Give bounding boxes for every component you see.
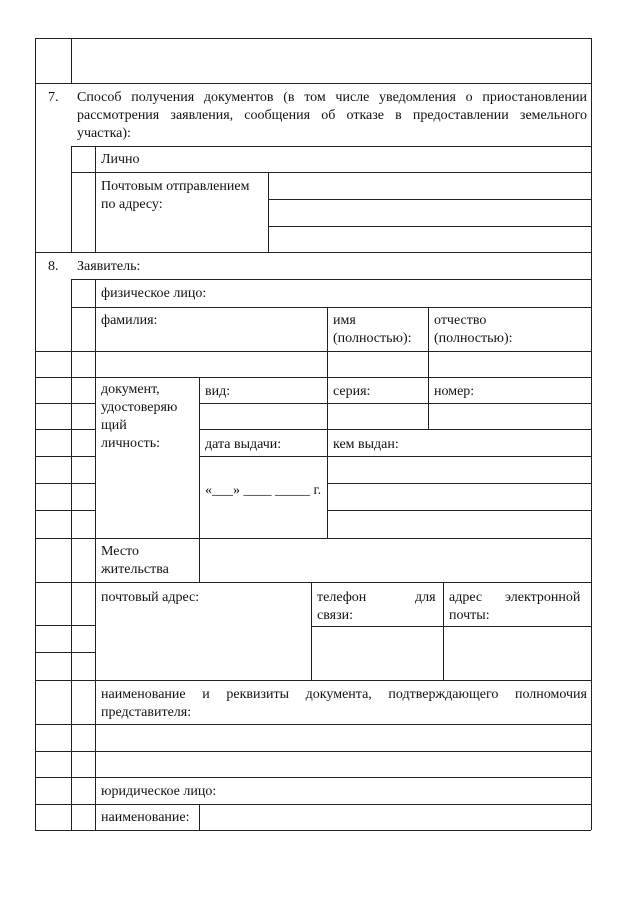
doc-number-label: номер: xyxy=(434,384,475,399)
row-divider xyxy=(327,483,591,484)
patronymic-label: (полностью): xyxy=(434,331,513,346)
email-label: почты: xyxy=(449,608,490,623)
column-divider xyxy=(95,146,96,252)
legal-entity-name-label: наименование: xyxy=(101,810,190,825)
id-document-label: личность: xyxy=(101,436,160,451)
option-mail-label: по адресу: xyxy=(101,197,163,212)
column-divider xyxy=(199,804,200,830)
row-divider xyxy=(35,252,591,253)
row-divider xyxy=(71,146,591,147)
column-divider xyxy=(327,377,328,430)
email-label: адрес xyxy=(449,590,483,605)
row-divider xyxy=(35,652,95,653)
section-7-number: 7. xyxy=(48,90,59,105)
row-divider xyxy=(199,403,591,404)
column-divider xyxy=(71,38,72,83)
row-divider xyxy=(35,510,95,511)
patronymic-label: отчество xyxy=(434,313,487,328)
column-divider xyxy=(311,582,312,680)
row-divider xyxy=(268,226,591,227)
residence-label: Место xyxy=(101,544,139,559)
row-divider xyxy=(35,377,591,378)
row-divider xyxy=(35,456,95,457)
issue-date-label: дата выдачи: xyxy=(205,437,282,452)
row-divider xyxy=(35,351,591,352)
row-divider xyxy=(35,429,95,430)
name-label: (полностью): xyxy=(333,331,412,346)
row-divider xyxy=(35,751,591,752)
id-document-label: документ, xyxy=(101,382,160,397)
phone-label: телефон xyxy=(317,590,367,605)
section-7-title-line: рассмотрения заявления, сообщения об отказе в предоставлении земельного xyxy=(77,108,587,123)
table-border-right xyxy=(591,38,592,830)
representative-doc-label: представителя: xyxy=(101,705,192,720)
doc-type-label: вид: xyxy=(205,384,231,399)
id-document-label: удостоверяю xyxy=(101,400,178,415)
individual-checkbox[interactable] xyxy=(71,279,95,307)
row-divider xyxy=(35,403,95,404)
residence-label: жительства xyxy=(101,562,169,577)
column-divider xyxy=(428,377,429,430)
table-border-left xyxy=(35,38,36,830)
legal-entity-checkbox[interactable] xyxy=(71,777,95,804)
row-divider xyxy=(71,307,591,308)
column-divider xyxy=(443,582,444,680)
row-divider xyxy=(71,279,591,280)
row-divider xyxy=(311,626,591,627)
row-divider xyxy=(327,510,591,511)
row-divider xyxy=(35,804,591,805)
row-divider xyxy=(35,724,591,725)
name-label: имя xyxy=(333,313,356,328)
row-divider xyxy=(71,172,591,173)
individual-heading: физическое лицо: xyxy=(101,286,207,301)
row-divider xyxy=(35,483,95,484)
column-divider xyxy=(95,279,96,830)
option-mail-label: Почтовым отправлением xyxy=(101,179,250,194)
issued-by-label: кем выдан: xyxy=(333,437,399,452)
row-divider xyxy=(268,199,591,200)
column-divider xyxy=(327,429,328,538)
table-border-bottom xyxy=(35,830,591,831)
email-label: электронной xyxy=(505,590,581,605)
table-border-top xyxy=(35,38,591,39)
row-divider xyxy=(35,83,591,84)
section-7-title-line: участка): xyxy=(77,126,131,141)
legal-entity-heading: юридическое лицо: xyxy=(101,784,217,799)
surname-label: фамилия: xyxy=(101,313,158,328)
option-personal-label: Лично xyxy=(101,152,140,167)
mail-delivery-checkbox[interactable] xyxy=(71,172,95,252)
date-template: «___» ____ _____ г. xyxy=(205,483,322,498)
section-7-title-line: Способ получения документов (в том числе уведомления о приостановлении xyxy=(77,90,587,105)
row-divider xyxy=(35,538,591,539)
doc-series-label: серия: xyxy=(333,384,371,399)
column-divider xyxy=(268,172,269,252)
column-divider xyxy=(199,377,200,538)
row-divider xyxy=(35,680,591,681)
column-divider xyxy=(71,279,72,830)
phone-label: связи: xyxy=(317,608,353,623)
representative-doc-label: наименование и реквизиты документа, подтверждающего полномочия xyxy=(101,687,587,702)
section-8-title: Заявитель: xyxy=(77,259,141,274)
personal-pickup-checkbox[interactable] xyxy=(71,146,95,172)
postal-address-label: почтовый адрес: xyxy=(101,590,200,605)
column-divider xyxy=(327,307,328,377)
phone-label: для xyxy=(415,590,436,605)
id-document-label: щий xyxy=(101,418,127,433)
column-divider xyxy=(199,538,200,582)
row-divider xyxy=(35,625,95,626)
row-divider xyxy=(199,429,591,430)
column-divider xyxy=(428,307,429,377)
row-divider xyxy=(35,582,591,583)
row-divider xyxy=(199,456,591,457)
row-divider xyxy=(35,777,591,778)
section-8-number: 8. xyxy=(48,259,59,274)
